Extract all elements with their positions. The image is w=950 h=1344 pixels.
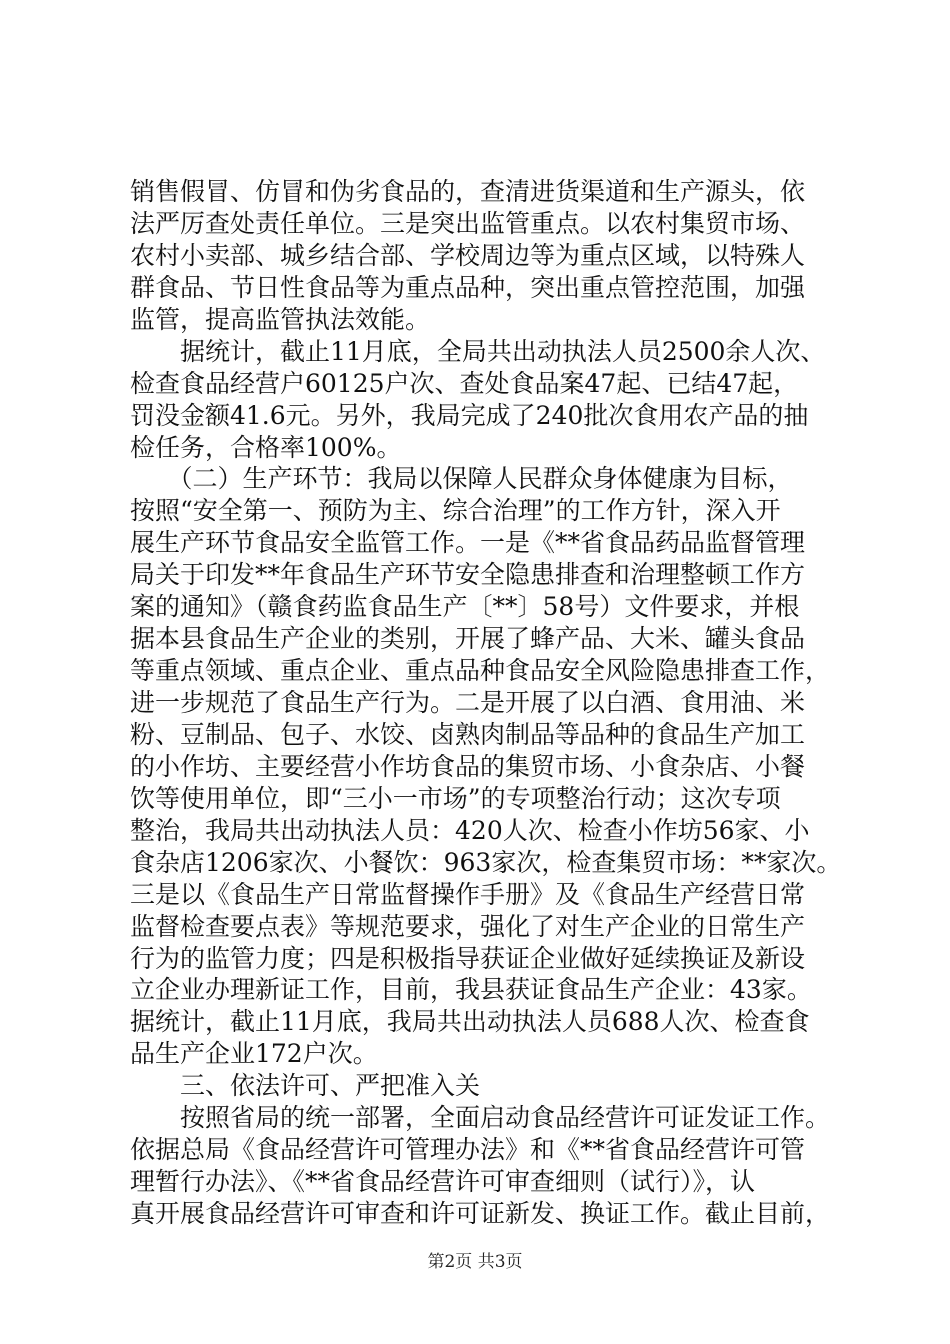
text-line: 农村小卖部、城乡结合部、学校周边等为重点区域，以特殊人 [130, 240, 806, 270]
text-line: 检任务，合格率100%。 [130, 432, 402, 462]
text-line: 罚没金额41.6元。另外，我局完成了240批次食用农产品的抽 [130, 400, 809, 430]
text-line: 据统计，截止11月底，我局共出动执法人员688人次、检查食 [130, 1007, 810, 1037]
text-line: 的小作坊、主要经营小作坊食品的集贸市场、小食杂店、小餐 [130, 751, 806, 781]
section-heading: 三、依法许可、严把准入关 [130, 1071, 481, 1101]
text-line: 食杂店1206家次、小餐饮：963家次，检查集贸市场：**家次。 [130, 847, 842, 877]
text-line: 监督检查要点表》等规范要求，强化了对生产企业的日常生产 [130, 911, 806, 941]
text-line: 整治，我局共出动执法人员：420人次、检查小作坊56家、小 [130, 815, 810, 845]
text-line: 立企业办理新证工作，目前，我县获证食品生产企业：43家。 [130, 975, 812, 1005]
text-line: 群食品、节日性食品等为重点品种，突出重点管控范围，加强 [130, 272, 806, 302]
text-line: 理暂行办法》、《**省食品经营许可审查细则（试行）》，认 [130, 1167, 756, 1197]
text-line: 展生产环节食品安全监管工作。一是《**省食品药品监督管理 [130, 528, 806, 558]
text-line: 饮等使用单位，即“三小一市场”的专项整治行动；这次专项 [130, 783, 781, 813]
text-line: 品生产企业172户次。 [130, 1039, 378, 1069]
text-line: 粉、豆制品、包子、水饺、卤熟肉制品等品种的食品生产加工 [130, 719, 806, 749]
text-line: （二）生产环节：我局以保障人民群众身体健康为目标， [130, 464, 793, 494]
text-line: 监管，提高监管执法效能。 [130, 304, 431, 334]
text-line: 进一步规范了食品生产行为。二是开展了以白酒、食用油、米 [130, 688, 806, 718]
text-line: 依据总局《食品经营许可管理办法》和《**省食品经营许可管 [130, 1135, 806, 1165]
text-line: 检查食品经营户60125户次、查处食品案47起、已结47起， [130, 368, 799, 398]
text-line: 据统计，截止11月底，全局共出动执法人员2500余人次、 [130, 336, 826, 366]
text-line: 行为的监管力度；四是积极指导获证企业做好延续换证及新设 [130, 943, 806, 973]
text-line: 案的通知》（赣食药监食品生产〔**〕58号）文件要求，并根 [130, 592, 800, 622]
text-line: 等重点领域、重点企业、重点品种食品安全风险隐患排查工作， [130, 656, 831, 686]
text-line: 真开展食品经营许可审查和许可证新发、换证工作。截止目前， [130, 1199, 831, 1229]
text-line: 三是以《食品生产日常监督操作手册》及《食品生产经营日常 [130, 879, 806, 909]
text-line: 按照省局的统一部署，全面启动食品经营许可证发证工作。 [130, 1103, 831, 1133]
text-line: 据本县食品生产企业的类别，开展了蜂产品、大米、罐头食品 [130, 624, 806, 654]
page-number-footer: 第2页 共3页 [427, 1252, 523, 1272]
text-line: 销售假冒、仿冒和伪劣食品的，查清进货渠道和生产源头，依 [130, 177, 806, 206]
text-line: 局关于印发**年食品生产环节安全隐患排查和治理整顿工作方 [130, 560, 806, 590]
text-line: 法严厉查处责任单位。三是突出监管重点。以农村集贸市场、 [130, 208, 806, 238]
text-line: 按照“安全第一、预防为主、综合治理”的工作方针，深入开 [130, 496, 781, 526]
